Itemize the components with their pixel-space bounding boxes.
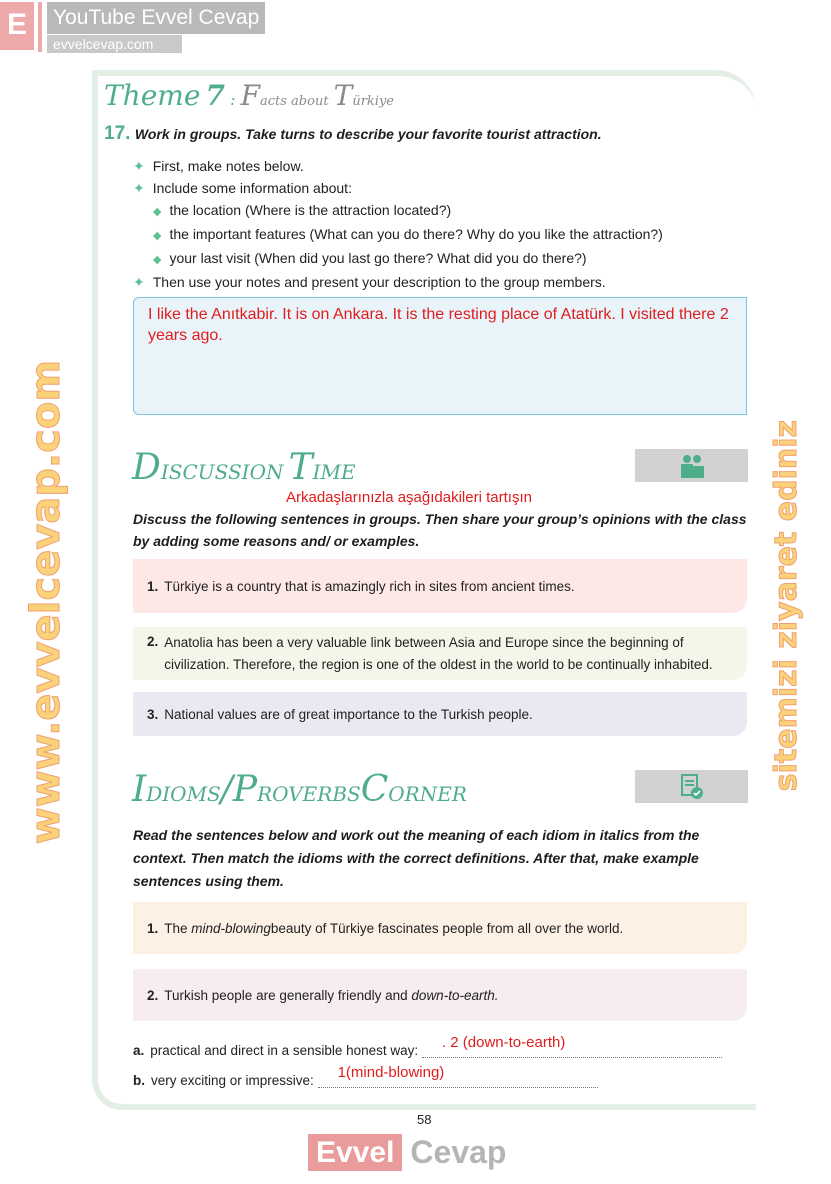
task-bullets — [133, 155, 663, 293]
sub-bullet-item: ◆ the location (Where is the attraction located?) — [153, 202, 452, 218]
theme-t-rest: ürkiye — [352, 94, 395, 109]
bullet-item: ✦ Then use your notes and present your description to the group members. — [133, 274, 606, 290]
discussion-item: 3. National values are of great importance to the Turkish people. — [133, 692, 747, 736]
notes-answer-box[interactable] — [133, 297, 747, 415]
bullet-item: ✦ Include some information about: — [133, 180, 352, 196]
discussion-icon-box — [635, 449, 748, 482]
theme-t: T — [333, 79, 353, 112]
idiom-item: 1. The mind-blowing beauty of Türkiye fascinates people from all over the world. — [133, 902, 747, 954]
group-people-icon — [678, 453, 706, 479]
theme-word: Theme — [104, 79, 201, 112]
theme-number: 7 — [205, 79, 225, 112]
definition-a: a. practical and direct in a sensible honest way: . 2 (down-to-earth) — [133, 1042, 722, 1058]
sub-bullet-item: ◆ your last visit (When did you last go there? What did you do there?) — [153, 250, 587, 266]
logo-badge: E — [0, 2, 34, 50]
watermark-visit: sitemizi ziyaret ediniz — [769, 420, 804, 792]
theme-sep: : — [230, 90, 236, 109]
discussion-title: DISCUSSION TIME — [132, 447, 356, 488]
theme-heading — [104, 79, 395, 112]
definition-b: b. very exciting or impressive: 1(mind-blowing) — [133, 1072, 598, 1088]
page-number: 58 — [417, 1112, 432, 1127]
logo-bar — [38, 2, 42, 52]
discussion-item: 1. Türkiye is a country that is amazingly rich in sites from ancient times. — [133, 559, 747, 613]
footer-logo: Evvel Cevap — [308, 1134, 506, 1171]
theme-rest: acts about — [260, 94, 329, 109]
idiom-item: 2. Turkish people are generally friendly and down-to-earth. — [133, 969, 747, 1021]
discussion-instruction: Discuss the following sentences in groups. Then share your group’s opinions with the class by adding some reasons and/ or examples. — [133, 511, 747, 549]
document-check-icon — [679, 773, 705, 801]
idioms-instruction: Read the sentences below and work out the meaning of each idiom in italics from the context. Then match the idioms with the correct definitions. After that, make example sentences using them. — [133, 827, 700, 889]
watermark-site: www.evvelcevap.com — [23, 360, 69, 845]
answer-line-b[interactable] — [318, 1064, 598, 1088]
site-banner[interactable]: evvelcevap.com — [47, 35, 182, 53]
idioms-icon-box — [635, 770, 748, 803]
answer-text: I like the Anıtkabir. It is on Ankara. It is the resting place of Atatürk. I visited there 2 years ago. — [148, 306, 729, 344]
task-17 — [104, 122, 602, 147]
theme-f: F — [240, 79, 260, 112]
sub-bullet-item: ◆ the important features (What can you do there? Why do you like the attraction?) — [153, 226, 663, 242]
task-instruction: Work in groups. Take turns to describe your favorite tourist attraction. — [134, 126, 602, 142]
idioms-title: IDIOMS/PROVERBSCORNER — [132, 769, 467, 810]
answer-b: 1(mind-blowing) — [337, 1064, 445, 1081]
discussion-item: 2. Anatolia has been a very valuable link between Asia and Europe since the beginning of civilization. Therefore, the region is one of the oldest in the world to be continually inhabited. — [133, 627, 747, 680]
task-number: 17. — [104, 123, 131, 144]
translation-note: Arkadaşlarınızla aşağıdakileri tartışın — [286, 489, 532, 506]
bullet-item: ✦ First, make notes below. — [133, 158, 304, 174]
channel-banner: YouTube Evvel Cevap — [47, 2, 265, 34]
answer-line-a[interactable] — [422, 1034, 722, 1058]
answer-a: . 2 (down-to-earth) — [441, 1034, 566, 1051]
